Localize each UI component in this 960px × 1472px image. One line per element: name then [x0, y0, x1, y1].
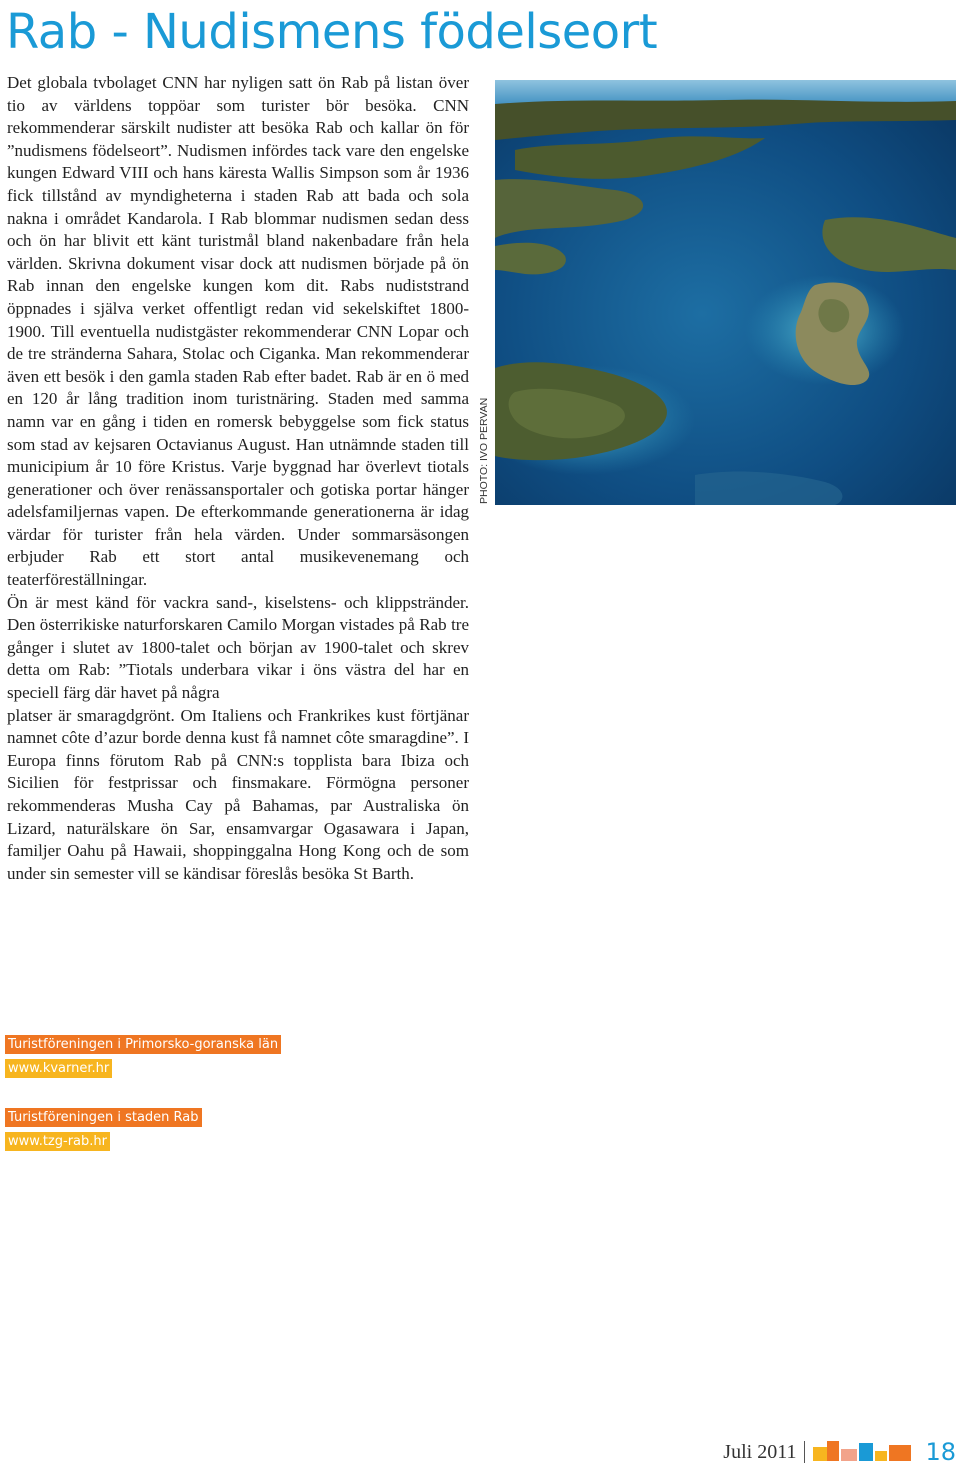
page-footer: [723, 1432, 956, 1472]
aerial-islands-photo: [495, 80, 956, 505]
tourist-board-link[interactable]: www.tzg-rab.hr: [5, 1132, 110, 1151]
article-paragraph: Det globala tvbolaget CNN har nyligen satt ön Rab på listan över tio av världens toppöar som turister bör besöka. CNN rekommenderar särskilt nudister att besöka Rab och kallar ön för ”nudismens födelseort”. Nudismen infördes tack vare den engelske kungen Edward VIII och hans käresta Wallis Simpson som år 1936 fick tillstånd av myndigheterna i staden Rab att bada och sola nakna i området Kandarola. I Rab blommar nudismen sedan dess och ön har blivit ett känt turistmål bland nakenbadare från hela världen. Skrivna dokument visar dock att nudismen började på ön Rab innan den engelske kungen kom dit. Rabs nudiststrand öppnades i själva verket offentligt redan vid sekelskiftet 1800-1900. Till eventuella nudistgäster rekommenderar CNN Lopar och de tre stränderna Sahara, Stolac och Ciganka. Man rekommenderar även ett besök i den gamla staden Rab efter badet. Rab är en ö med en 120 år lång tradition inom turistnäring. Staden med samma namn var en gång i tiden en romersk bebyggelse som fick status som stad av kejsaren Octavianus August. Han utnämnde staden till municipium år 10 före Kristus. Varje byggnad har överlevt tiotals generationer och över renässansportaler och gotiska portar hänger adelsfamiljernas vapen. De efterkommande generationerna är idag värdar för turister från hela värden. Under sommarsäsongen erbjuder Rab ett stort antal musikevenemang och teaterföreställningar.: [7, 73, 469, 590]
tourist-board-link[interactable]: www.kvarner.hr: [5, 1059, 112, 1078]
magazine-logo-icon: [813, 1439, 913, 1465]
article-body: [7, 72, 469, 885]
issue-date: Juli 2011: [723, 1440, 797, 1463]
article-paragraph: platser är smaragdgrönt. Om Italiens och Frankrikes kust förtjänar namnet côte d’azur borde denna kust få namnet côte smaragdine”. I Europa finns förutom Rab på CNN:s topplista bara Ibiza och Sicilien för festprissar och finsmakare. Förmögna personer rekommenderas Musha Cay på Bahamas, par Australiska ön Lizard, naturälskare ön Sar, ensamvargar Ogasawara i Japan, familjer Oahu på Hawaii, shoppinggalna Hong Kong och de som under sin semester vill se kändisar föreslås besöka St Barth.: [7, 705, 469, 883]
tourist-board-name: Turistföreningen i Primorsko-goranska län: [5, 1035, 281, 1054]
footer-divider: [804, 1441, 805, 1463]
photo-credit: PHOTO: IVO PERVAN: [478, 397, 490, 504]
page-title: Rab - Nudismens födelseort: [6, 4, 658, 60]
tourist-board-name: Turistföreningen i staden Rab: [5, 1108, 202, 1127]
page-number: 18: [925, 1438, 956, 1466]
article-paragraph: Ön är mest känd för vackra sand-, kiselstens- och klippstränder. Den österrikiske naturforskaren Camilo Morgan vistades på Rab tre gånger i slutet av 1800-talet och början av 1900-talet och skrev detta om Rab: ”Tiotals underbara vikar i öns västra del har en speciell färg där havet på några: [7, 592, 469, 703]
